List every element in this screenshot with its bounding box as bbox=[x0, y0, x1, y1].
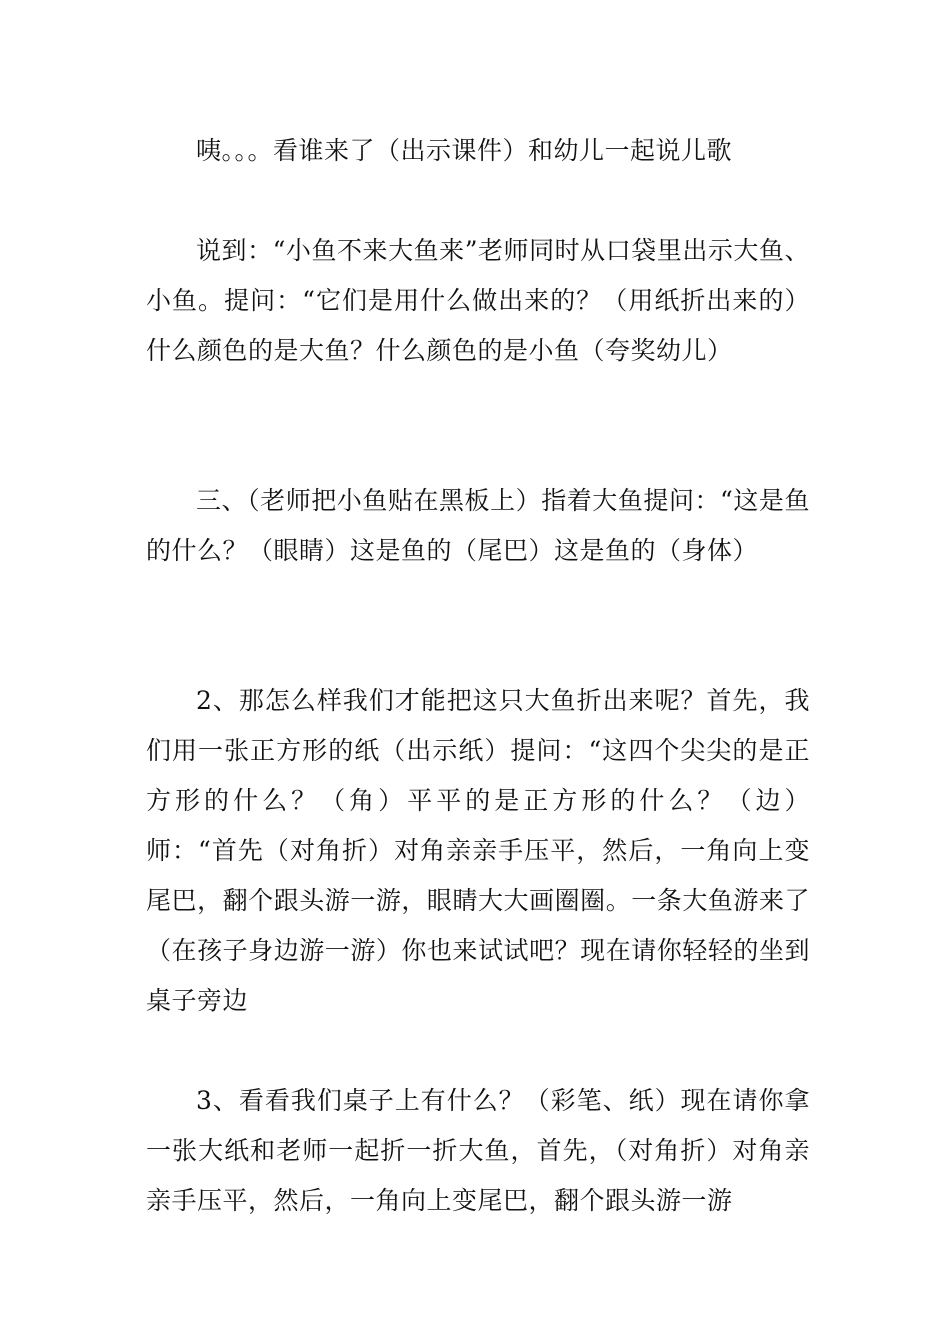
paragraph-show-fish: 说到：“小鱼不来大鱼来”老师同时从口袋里出示大鱼、小鱼。提问：“它们是用什么做出来的？（用纸折出来的）什么颜色的是大鱼？什么颜色的是小鱼（夸奖幼儿） bbox=[146, 236, 810, 365]
paragraph-intro: 咦。。。看谁来了（出示课件）和幼儿一起说儿歌 bbox=[196, 136, 733, 165]
paragraph-step-three: 三、（老师把小鱼贴在黑板上）指着大鱼提问：“这是鱼的什么？（眼睛）这是鱼的（尾巴）这是鱼的（身体） bbox=[146, 486, 810, 565]
paragraph-step-3: 3、看看我们桌子上有什么？（彩笔、纸）现在请你拿一张大纸和老师一起折一折大鱼，首先，（对角折）对角亲亲手压平，然后，一角向上变尾巴，翻个跟头游一游 bbox=[146, 1086, 810, 1215]
paragraph-step-2: 2、那怎么样我们才能把这只大鱼折出来呢？首先，我们用一张正方形的纸（出示纸）提问：“这四个尖尖的是正方形的什么？（角）平平的是正方形的什么？（边）师：“首先（对角折）对角亲亲手压平，然后，一角向上变尾巴，翻个跟头游一游，眼睛大大画圈圈。一条大鱼游来了（在孩子身边游一游）你也来试试吧？现在请你轻轻的坐到桌子旁边 bbox=[146, 686, 810, 1015]
